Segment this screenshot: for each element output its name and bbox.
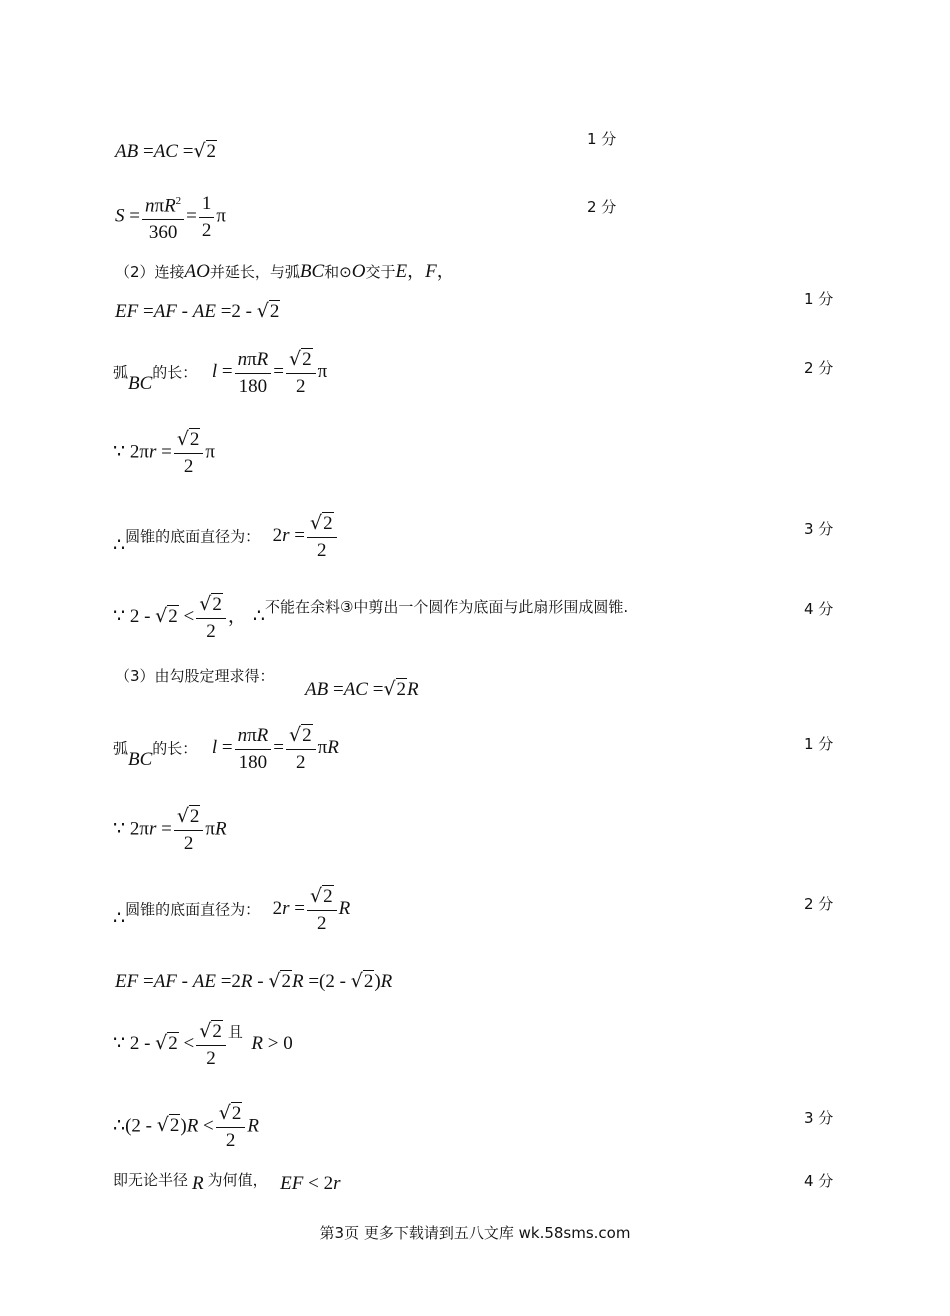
part3-intro: （3）由勾股定理求得：	[115, 667, 275, 685]
eq-ef-r: EF =AF - AE =2R - √2R =(2 - √2)R	[115, 970, 393, 992]
comparison-r: ∵ 2 - √2 < $\frac{√2}{2}$ $^且$ R > 0	[113, 1020, 293, 1069]
score-10: 4 分	[804, 1172, 834, 1190]
part2-intro: （2）连接AO并延长，与弧BC和⊙O交于E，F，	[115, 261, 455, 282]
arc-length-r: 弧BC的长： l = $\frac{\text{nπR}}{180}$ = $\frac{√2}{2}$ πR	[113, 724, 339, 773]
arc-length: 弧BC的长： l = $\frac{\text{nπR}}{180}$ = $\frac{√2}{2}$ π	[113, 348, 328, 397]
score-9: 3 分	[804, 1109, 834, 1127]
comparison-line: ∵ 2 - √2 < $\frac{√2}{2}$ ， ∴$^{不能在余料③中剪出一个圆作为底面与此扇形围成圆锥.}$	[113, 593, 629, 642]
final-conclusion: 即无论半径 R 为何值， EF < 2r	[113, 1171, 341, 1194]
eq-ab-ac-r: AB =AC =√2R	[305, 678, 419, 700]
eq-circumference-r: ∵ 2πr = $\frac{√2}{2}$ πR	[113, 805, 227, 854]
cone-diameter: ∴圆锥的底面直径为： 2r = $\frac{√2}{2}$	[113, 512, 339, 562]
page-footer: 第3页 更多下载请到五八文库 wk.58sms.com	[319, 1224, 631, 1242]
eq-sector-area: S = $\frac{n\pi R^2}{360}$ = $\frac{1}{2}$ π	[115, 190, 226, 244]
cone-diameter-r: ∴圆锥的底面直径为： 2r = $\frac{√2}{2}$ R	[113, 885, 351, 934]
eq-ef: EF =AF - AE =2 - √2	[115, 300, 280, 322]
score-7: 1 分	[804, 735, 834, 753]
score-4: 2 分	[804, 359, 834, 377]
score-3: 1 分	[804, 290, 834, 308]
final-inequality: ∴(2 - √2)R < $\frac{√2}{2}$ R	[113, 1102, 259, 1151]
score-2: 2 分	[587, 198, 617, 216]
score-6: 4 分	[804, 600, 834, 618]
eq-circumference: ∵ 2πr = $\frac{√2}{2}$ π	[113, 428, 216, 477]
eq-ab-ac: AB =AC =√2	[115, 140, 217, 162]
score-8: 2 分	[804, 895, 834, 913]
score-5: 3 分	[804, 520, 834, 538]
score-1: 1 分	[587, 130, 617, 148]
